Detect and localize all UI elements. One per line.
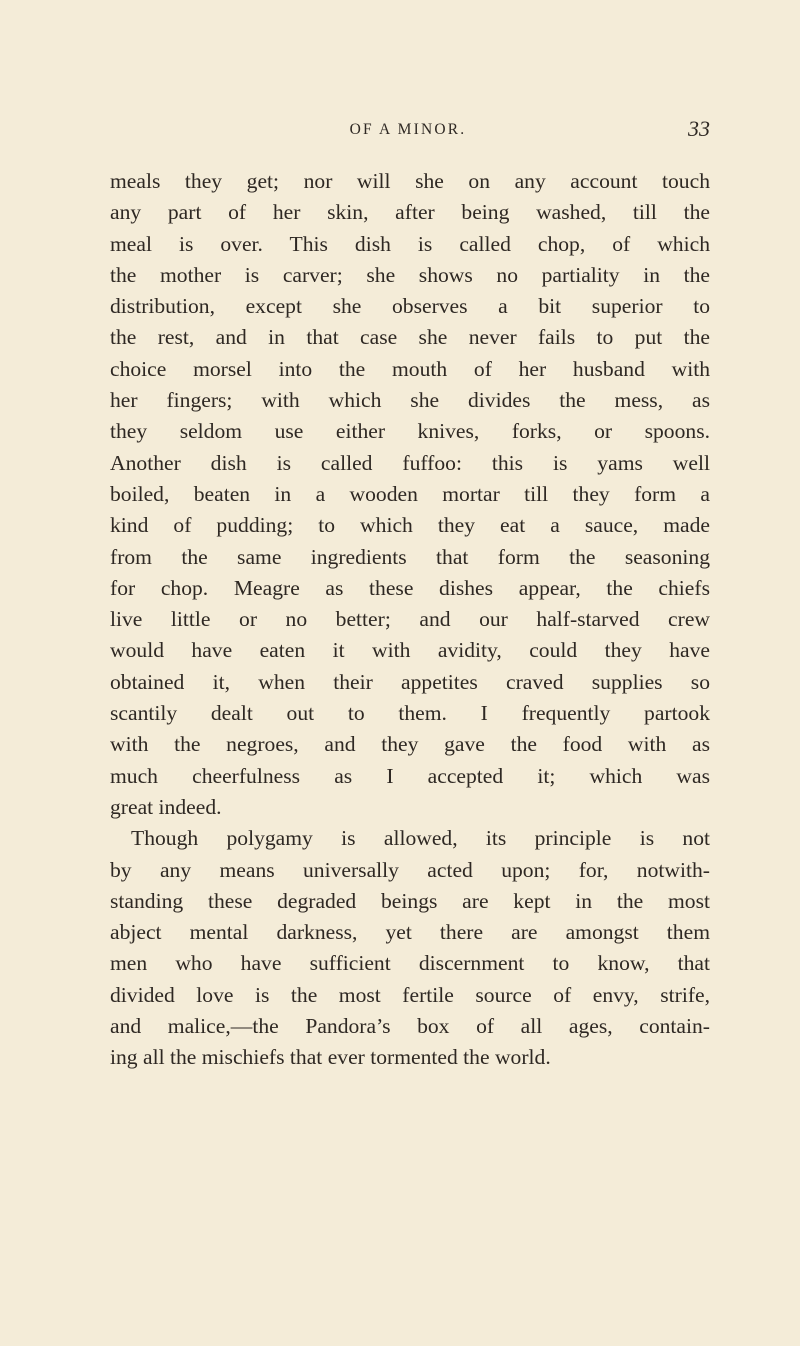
text-line: meal is over. This dish is called chop, of which — [110, 231, 710, 256]
text-line: and malice,—the Pandora’s box of all ages, contain- — [110, 1014, 710, 1039]
text-line: choice morsel into the mouth of her husband with — [110, 356, 710, 381]
text-line: obtained it, when their appetites craved supplies so — [110, 669, 710, 694]
text-line: by any means universally acted upon; for, notwith- — [110, 857, 710, 882]
text-line: men who have sufficient discernment to know, that — [110, 951, 710, 976]
text-line: the rest, and in that case she never fails to put the — [110, 325, 710, 350]
text-line: for chop. Meagre as these dishes appear, the chiefs — [110, 575, 710, 600]
text-line: with the negroes, and they gave the food with as — [110, 732, 710, 757]
text-line: would have eaten it with avidity, could they have — [110, 638, 710, 663]
text-line: the mother is carver; she shows no partiality in the — [110, 262, 710, 287]
text-line: her fingers; with which she divides the mess, as — [110, 388, 710, 413]
text-line: divided love is the most fertile source of envy, strife, — [110, 982, 710, 1007]
text-line: kind of pudding; to which they eat a sauce, made — [110, 513, 710, 538]
text-line: boiled, beaten in a wooden mortar till they form a — [110, 481, 710, 506]
text-line: ing all the mischiefs that ever tormented the world. — [110, 1045, 551, 1070]
text-line: from the same ingredients that form the seasoning — [110, 544, 710, 569]
text-line: distribution, except she observes a bit superior to — [110, 294, 710, 319]
text-line: they seldom use either knives, forks, or spoons. — [110, 419, 710, 444]
text-line: live little or no better; and our half-starved crew — [110, 607, 710, 632]
running-head — [108, 118, 708, 144]
text-line: Though polygamy is allowed, its principle is not — [131, 826, 710, 851]
text-line: meals they get; nor will she on any account touch — [110, 169, 710, 193]
running-title: OF A MINOR. — [349, 121, 467, 138]
page-number: 33 — [688, 116, 710, 141]
text-line: Another dish is called fuffoo: this is yams well — [110, 450, 710, 475]
text-line: any part of her skin, after being washed, till the — [110, 200, 710, 225]
text-line: standing these degraded beings are kept in the most — [110, 888, 710, 913]
text-line: abject mental darkness, yet there are amongst them — [110, 920, 710, 945]
text-line: great indeed. — [110, 794, 222, 819]
body-text — [110, 166, 710, 1074]
text-line: much cheerfulness as I accepted it; which was — [110, 763, 710, 788]
text-line: scantily dealt out to them. I frequently partook — [110, 701, 710, 726]
